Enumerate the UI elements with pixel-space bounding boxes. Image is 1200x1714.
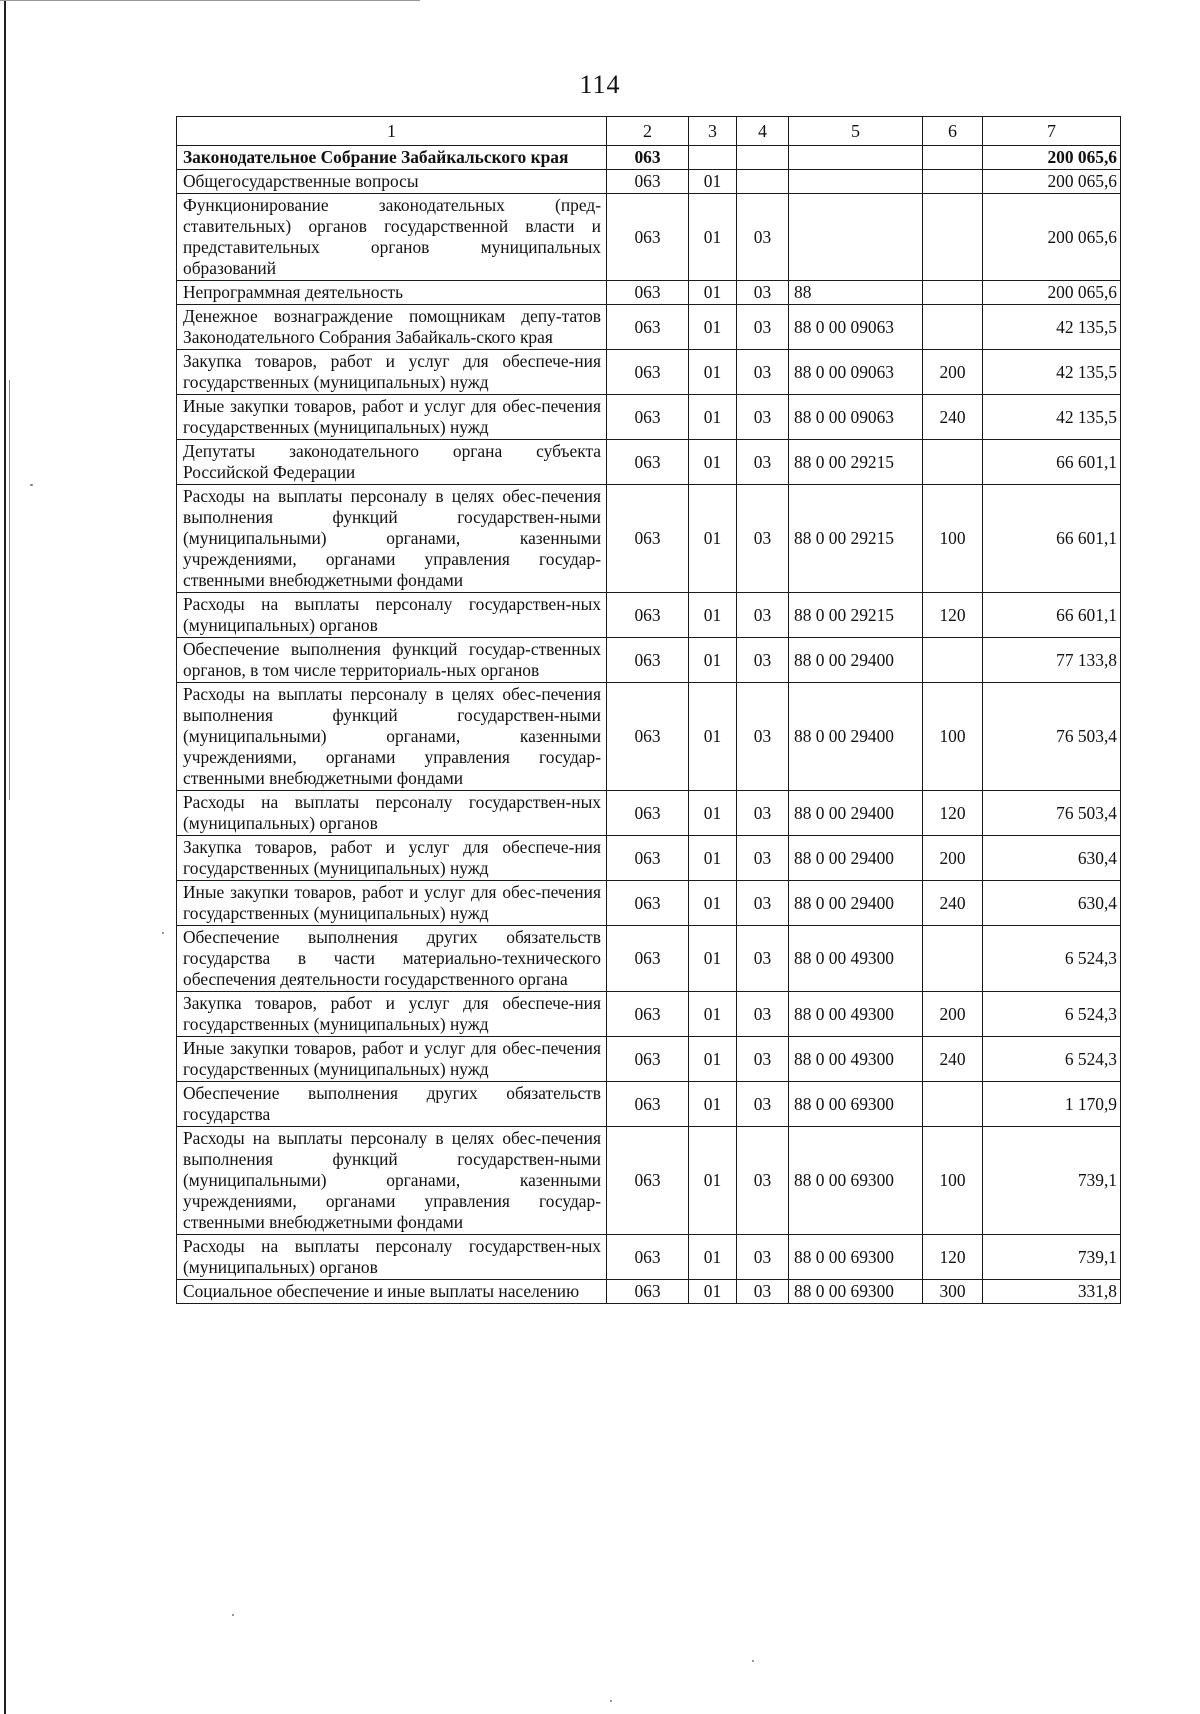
table-row [177, 485, 1121, 593]
subsection-cell: 03 [737, 194, 789, 281]
expense-type-cell [923, 146, 983, 170]
row-name-cell: Обеспечение выполнения других обязательств государства [177, 1082, 607, 1127]
amount-cell: 66 601,1 [983, 593, 1121, 638]
subsection-cell: 03 [737, 305, 789, 350]
admin-code-cell: 063 [607, 485, 689, 593]
expense-type-cell: 200 [923, 992, 983, 1037]
scan-edge-left [4, 0, 6, 1714]
subsection-cell: 03 [737, 791, 789, 836]
table-row [177, 350, 1121, 395]
table-row [177, 194, 1121, 281]
expense-type-cell [923, 638, 983, 683]
expense-type-cell: 300 [923, 1280, 983, 1304]
target-article-cell: 88 0 00 69300 [789, 1082, 923, 1127]
expense-type-cell: 240 [923, 395, 983, 440]
table-row [177, 1235, 1121, 1280]
target-article-cell: 88 0 00 09063 [789, 395, 923, 440]
amount-cell: 66 601,1 [983, 440, 1121, 485]
amount-cell: 76 503,4 [983, 683, 1121, 791]
amount-cell: 630,4 [983, 836, 1121, 881]
expense-type-cell: 240 [923, 881, 983, 926]
table-row [177, 305, 1121, 350]
expense-type-cell [923, 194, 983, 281]
section-cell: 01 [689, 1127, 737, 1235]
row-name-cell: Иные закупки товаров, работ и услуг для обес-печения государственных (муниципальных) нужд [177, 395, 607, 440]
expense-type-cell: 120 [923, 1235, 983, 1280]
admin-code-cell: 063 [607, 440, 689, 485]
admin-code-cell: 063 [607, 170, 689, 194]
amount-cell: 739,1 [983, 1235, 1121, 1280]
admin-code-cell: 063 [607, 1235, 689, 1280]
expense-type-cell: 100 [923, 1127, 983, 1235]
subsection-cell: 03 [737, 1082, 789, 1127]
section-cell: 01 [689, 638, 737, 683]
header-cell: 5 [789, 117, 923, 146]
subsection-cell: 03 [737, 1037, 789, 1082]
target-article-cell: 88 0 00 29215 [789, 593, 923, 638]
target-article-cell: 88 0 00 29400 [789, 791, 923, 836]
row-name-cell: Социальное обеспечение и иные выплаты населению [177, 1280, 607, 1304]
target-article-cell: 88 0 00 29400 [789, 638, 923, 683]
amount-cell: 77 133,8 [983, 638, 1121, 683]
table-row [177, 881, 1121, 926]
expense-type-cell: 120 [923, 593, 983, 638]
subsection-cell: 03 [737, 350, 789, 395]
section-cell: 01 [689, 440, 737, 485]
admin-code-cell: 063 [607, 683, 689, 791]
row-name-cell: Закупка товаров, работ и услуг для обеспече-ния государственных (муниципальных) нужд [177, 992, 607, 1037]
admin-code-cell: 063 [607, 1127, 689, 1235]
admin-code-cell: 063 [607, 395, 689, 440]
target-article-cell: 88 0 00 49300 [789, 992, 923, 1037]
target-article-cell: 88 0 00 29215 [789, 440, 923, 485]
amount-cell: 6 524,3 [983, 992, 1121, 1037]
subsection-cell: 03 [737, 836, 789, 881]
scan-speck [232, 1614, 234, 1616]
table-row [177, 1280, 1121, 1304]
table-row [177, 638, 1121, 683]
section-cell: 01 [689, 593, 737, 638]
subsection-cell: 03 [737, 1127, 789, 1235]
subsection-cell: 03 [737, 593, 789, 638]
subsection-cell: 03 [737, 440, 789, 485]
amount-cell: 6 524,3 [983, 1037, 1121, 1082]
row-name-cell: Обеспечение выполнения других обязательств государства в части материально-технического обеспечения деятельности государственного органа [177, 926, 607, 992]
subsection-cell: 03 [737, 485, 789, 593]
table-row [177, 593, 1121, 638]
admin-code-cell: 063 [607, 1280, 689, 1304]
expense-type-cell [923, 1082, 983, 1127]
expense-type-cell: 100 [923, 485, 983, 593]
header-cell: 6 [923, 117, 983, 146]
scan-speck [610, 1700, 612, 1702]
subsection-cell: 03 [737, 881, 789, 926]
table-header-row [177, 117, 1121, 146]
section-cell: 01 [689, 395, 737, 440]
expense-type-cell [923, 305, 983, 350]
admin-code-cell: 063 [607, 593, 689, 638]
amount-cell: 1 170,9 [983, 1082, 1121, 1127]
table-row [177, 1082, 1121, 1127]
row-name-cell: Общегосударственные вопросы [177, 170, 607, 194]
amount-cell: 630,4 [983, 881, 1121, 926]
target-article-cell: 88 0 00 29400 [789, 881, 923, 926]
target-article-cell [789, 170, 923, 194]
table-row [177, 992, 1121, 1037]
subsection-cell [737, 146, 789, 170]
amount-cell: 66 601,1 [983, 485, 1121, 593]
admin-code-cell: 063 [607, 926, 689, 992]
row-name-cell: Расходы на выплаты персоналу в целях обес-печения выполнения функций государствен-ными (муниципальными) органами, казенными учреждениями, органами управления государ-ственными внебюджетными фондами [177, 485, 607, 593]
amount-cell: 200 065,6 [983, 194, 1121, 281]
subsection-cell: 03 [737, 1280, 789, 1304]
target-article-cell [789, 146, 923, 170]
row-name-cell: Расходы на выплаты персоналу государствен-ных (муниципальных) органов [177, 1235, 607, 1280]
header-cell: 4 [737, 117, 789, 146]
row-name-cell: Расходы на выплаты персоналу государствен-ных (муниципальных) органов [177, 593, 607, 638]
section-cell: 01 [689, 170, 737, 194]
admin-code-cell: 063 [607, 1082, 689, 1127]
table-row [177, 395, 1121, 440]
amount-cell: 76 503,4 [983, 791, 1121, 836]
target-article-cell: 88 0 00 09063 [789, 350, 923, 395]
table-row [177, 683, 1121, 791]
expense-type-cell: 120 [923, 791, 983, 836]
expense-type-cell [923, 926, 983, 992]
amount-cell: 200 065,6 [983, 146, 1121, 170]
section-cell: 01 [689, 683, 737, 791]
amount-cell: 42 135,5 [983, 305, 1121, 350]
table-row [177, 440, 1121, 485]
header-cell: 3 [689, 117, 737, 146]
row-name-cell: Расходы на выплаты персоналу в целях обес-печения выполнения функций государствен-ными (муниципальными) органами, казенными учреждениями, органами управления государ-ственными внебюджетными фондами [177, 1127, 607, 1235]
admin-code-cell: 063 [607, 1037, 689, 1082]
row-name-cell: Расходы на выплаты персоналу в целях обес-печения выполнения функций государствен-ными (муниципальными) органами, казенными учреждениями, органами управления государ-ственными внебюджетными фондами [177, 683, 607, 791]
header-cell: 2 [607, 117, 689, 146]
subsection-cell: 03 [737, 638, 789, 683]
header-cell: 1 [177, 117, 607, 146]
section-cell: 01 [689, 926, 737, 992]
row-name-cell: Иные закупки товаров, работ и услуг для обес-печения государственных (муниципальных) нужд [177, 881, 607, 926]
row-name-cell: Обеспечение выполнения функций государ-ственных органов, в том числе территориаль-ных органов [177, 638, 607, 683]
subsection-cell: 03 [737, 1235, 789, 1280]
expense-type-cell [923, 281, 983, 305]
target-article-cell: 88 0 00 69300 [789, 1235, 923, 1280]
admin-code-cell: 063 [607, 638, 689, 683]
section-cell: 01 [689, 881, 737, 926]
target-article-cell: 88 0 00 29215 [789, 485, 923, 593]
subsection-cell: 03 [737, 683, 789, 791]
admin-code-cell: 063 [607, 194, 689, 281]
expense-type-cell [923, 440, 983, 485]
table-row [177, 1037, 1121, 1082]
row-name-cell: Депутаты законодательного органа субъекта Российской Федерации [177, 440, 607, 485]
row-name-cell: Функционирование законодательных (пред-ставительных) органов государственной власти и представительных органов муниципальных образований [177, 194, 607, 281]
table-row [177, 836, 1121, 881]
admin-code-cell: 063 [607, 992, 689, 1037]
amount-cell: 739,1 [983, 1127, 1121, 1235]
target-article-cell [789, 194, 923, 281]
section-cell: 01 [689, 485, 737, 593]
scan-speck [162, 932, 164, 934]
target-article-cell: 88 0 00 69300 [789, 1280, 923, 1304]
table-row [177, 791, 1121, 836]
admin-code-cell: 063 [607, 350, 689, 395]
expense-type-cell: 240 [923, 1037, 983, 1082]
section-cell: 01 [689, 1082, 737, 1127]
table-row [177, 281, 1121, 305]
row-name-cell: Непрограммная деятельность [177, 281, 607, 305]
subsection-cell: 03 [737, 395, 789, 440]
scan-edge-mark [9, 380, 10, 800]
amount-cell: 200 065,6 [983, 281, 1121, 305]
scan-speck [30, 484, 33, 486]
section-cell: 01 [689, 350, 737, 395]
table-row [177, 1127, 1121, 1235]
expense-type-cell: 100 [923, 683, 983, 791]
target-article-cell: 88 0 00 69300 [789, 1127, 923, 1235]
row-name-cell: Закупка товаров, работ и услуг для обеспече-ния государственных (муниципальных) нужд [177, 350, 607, 395]
target-article-cell: 88 0 00 09063 [789, 305, 923, 350]
expense-type-cell [923, 170, 983, 194]
scan-speck [752, 1660, 754, 1662]
admin-code-cell: 063 [607, 281, 689, 305]
target-article-cell: 88 0 00 49300 [789, 1037, 923, 1082]
row-name-cell: Расходы на выплаты персоналу государствен-ных (муниципальных) органов [177, 791, 607, 836]
section-cell: 01 [689, 836, 737, 881]
expense-type-cell: 200 [923, 350, 983, 395]
scan-top-line [0, 0, 420, 1]
section-cell: 01 [689, 194, 737, 281]
section-cell: 01 [689, 1280, 737, 1304]
section-cell: 01 [689, 281, 737, 305]
section-cell [689, 146, 737, 170]
admin-code-cell: 063 [607, 146, 689, 170]
table-row [177, 146, 1121, 170]
amount-cell: 200 065,6 [983, 170, 1121, 194]
subsection-cell: 03 [737, 281, 789, 305]
table-row [177, 170, 1121, 194]
subsection-cell [737, 170, 789, 194]
row-name-cell: Законодательное Собрание Забайкальского края [177, 146, 607, 170]
header-cell: 7 [983, 117, 1121, 146]
amount-cell: 331,8 [983, 1280, 1121, 1304]
section-cell: 01 [689, 992, 737, 1037]
page-number: 114 [579, 70, 621, 99]
subsection-cell: 03 [737, 992, 789, 1037]
section-cell: 01 [689, 791, 737, 836]
amount-cell: 42 135,5 [983, 395, 1121, 440]
target-article-cell: 88 0 00 29400 [789, 683, 923, 791]
section-cell: 01 [689, 305, 737, 350]
amount-cell: 6 524,3 [983, 926, 1121, 992]
table-row [177, 926, 1121, 992]
subsection-cell: 03 [737, 926, 789, 992]
expense-type-cell: 200 [923, 836, 983, 881]
admin-code-cell: 063 [607, 881, 689, 926]
section-cell: 01 [689, 1235, 737, 1280]
target-article-cell: 88 [789, 281, 923, 305]
budget-table [176, 116, 1121, 1304]
row-name-cell: Денежное вознаграждение помощникам депу-татов Законодательного Собрания Забайкаль-ского края [177, 305, 607, 350]
admin-code-cell: 063 [607, 791, 689, 836]
target-article-cell: 88 0 00 49300 [789, 926, 923, 992]
row-name-cell: Иные закупки товаров, работ и услуг для обес-печения государственных (муниципальных) нужд [177, 1037, 607, 1082]
target-article-cell: 88 0 00 29400 [789, 836, 923, 881]
admin-code-cell: 063 [607, 836, 689, 881]
row-name-cell: Закупка товаров, работ и услуг для обеспече-ния государственных (муниципальных) нужд [177, 836, 607, 881]
section-cell: 01 [689, 1037, 737, 1082]
admin-code-cell: 063 [607, 305, 689, 350]
amount-cell: 42 135,5 [983, 350, 1121, 395]
